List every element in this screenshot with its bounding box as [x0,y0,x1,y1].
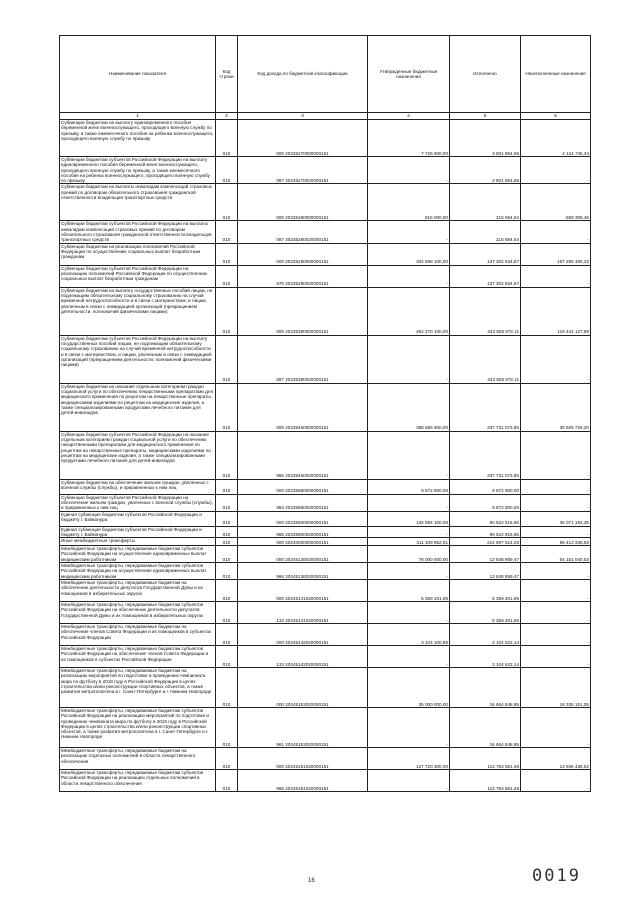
row-kbk-cell: 087 20235280020000151 [238,221,368,243]
row-done-cell: 215 694,54 [450,221,521,243]
row-name-cell: Иные межбюджетные трансферты [60,538,216,546]
row-undone-cell: - [521,707,591,747]
row-approved-cell: - [368,265,450,287]
row-approved-cell: 3 104 100,86 [368,623,450,645]
table-row [60,184,591,221]
row-undone-cell: 96 412 338,58 [521,538,591,546]
row-done-cell: 16 664 848,95 [450,667,521,707]
row-code-cell: 010 [216,546,238,563]
row-name-cell: Субвенции бюджетам на выплату единовременного пособия беременной жене военнослужащего, проходящего военную службу по призыву, а также ежемесячного пособия на ребенка военнослужащего, проходящего военную службу по призыву [60,120,216,157]
row-name-cell: Субвенции бюджетам субъектов Российской Федерации на выплату государственных пособий лицам, не подлежащим обязательному социальному страхованию на случай временной нетрудоспособности и в связи с материнством, и лицам, уволенным в связи с ликвидацией организаций (прекращением деятельности, полномочий физическими лицами) [60,335,216,383]
col-number: 4 [368,113,450,120]
row-kbk-cell: 000 20235900000000151 [238,511,368,526]
row-name-cell: Межбюджетные трансферты, передаваемые бюджетам субъектов Российской Федерации на осуществление единовременных выплат медицинским работникам [60,546,216,563]
row-kbk-cell: 966 20245161020000151 [238,769,368,791]
row-undone-cell: 4 124 745,34 [521,120,591,157]
row-name-cell: Межбюджетные трансферты, передаваемые бюджетам субъектов Российской Федерации на реализацию отдельных полномочий в области лекарственного обеспечения [60,769,216,791]
row-name-cell: Межбюджетные трансферты, передаваемые бюджетам субъектов Российской Федерации на обеспечение членов Совета Федерации и их помощников в субъектах Российской Федерации [60,645,216,667]
row-kbk-cell: 000 20235290000000151 [238,243,368,265]
row-kbk-cell: 000 20235460000000151 [238,383,368,431]
row-name-cell: Межбюджетные трансферты, передаваемые бюджетам субъектов Российской Федерации на осуществление единовременных выплат медицинским работникам [60,563,216,580]
row-done-cell: 3 601 854,66 [450,157,521,184]
row-undone-cell: - [521,431,591,479]
table-row [60,538,591,546]
row-approved-cell: 125 594 100,00 [368,511,450,526]
table-row [60,667,591,707]
row-kbk-cell: 000 20240000000000151 [238,538,368,546]
row-undone-cell: - [521,601,591,623]
row-done-cell: 113 783 861,48 [450,769,521,791]
row-undone-cell: 599 305,46 [521,184,591,221]
row-name-cell: Межбюджетные трансферты, передаваемые бюджетам на обеспечение деятельности депутатов Государственной Думы и их помощников в избирательных округах [60,579,216,601]
table-row [60,601,591,623]
row-approved-cell: 462 270 100,00 [368,287,450,335]
row-done-cell: 343 825 972,11 [450,335,521,383]
row-code-cell: 010 [216,667,238,707]
row-name-cell: Субвенции бюджетам субъектов Российской Федерации на обеспечение жильем граждан, уволенных с военной службы (службы), и приравненных к ним лиц [60,494,216,511]
row-approved-cell: 127 720 300,00 [368,747,450,769]
row-undone-cell: 64 151 040,53 [521,546,591,563]
row-name-cell: Субвенции бюджетам субъектов Российской Федерации на выплату единовременного пособия беременной жене военнослужащего, проходящего военную службу по призыву, а также ежемесячного пособия на ребенка военнослужащего, проходящего военную службу по призыву [60,157,216,184]
row-code-cell: 010 [216,769,238,791]
row-name-cell: Субвенции бюджетам субъектов Российской Федерации на выплаты инвалидам компенсаций страховых премий по договорам обязательного страхования гражданской ответственности владельцев транспортных средств [60,221,216,243]
row-approved-cell: - [368,157,450,184]
row-code-cell: 010 [216,265,238,287]
row-code-cell: 010 [216,494,238,511]
row-code-cell: 010 [216,645,238,667]
row-code-cell: 010 [216,243,238,265]
row-undone-cell: - [521,769,591,791]
budget-report-sheet [59,35,590,792]
table-row [60,287,591,335]
row-kbk-cell: 970 20235290020000151 [238,265,368,287]
row-undone-cell: - [521,579,591,601]
table-row [60,335,591,383]
row-approved-cell: 9 672 800,00 [368,479,450,494]
row-kbk-cell: 087 20235270020000151 [238,157,368,184]
row-done-cell: 137 302 634,67 [450,243,521,265]
row-approved-cell: 815 000,00 [368,184,450,221]
row-code-cell: 010 [216,538,238,546]
col-header-kbk: Код дохода по бюджетной классификации [238,36,368,113]
row-kbk-cell: 000 20235850000000151 [238,479,368,494]
row-code-cell: 010 [216,157,238,184]
col-header-undone: Неисполненные назначения [521,36,591,113]
row-approved-cell: - [368,601,450,623]
table-row [60,243,591,265]
row-kbk-cell: 000 20245161020000151 [238,747,368,769]
row-done-cell: 9 672 800,00 [450,494,521,511]
row-undone-cell: 13 936 438,52 [521,747,591,769]
page-number: 16 [308,878,315,884]
row-undone-cell: - [521,526,591,538]
row-kbk-cell: 000 20245141020000151 [238,579,368,601]
row-done-cell: 5 359 201,96 [450,579,521,601]
row-approved-cell: 7 726 600,00 [368,120,450,157]
col-header-code: Код строки [216,36,238,113]
row-code-cell: 010 [216,511,238,526]
row-done-cell: 90 522 916,65 [450,526,521,538]
table-row [60,747,591,769]
table-row [60,623,591,645]
row-undone-cell: - [521,645,591,667]
row-done-cell: 16 664 848,95 [450,707,521,747]
row-kbk-cell: 000 20235380000000151 [238,287,368,335]
row-approved-cell: 304 598 100,00 [368,243,450,265]
table-row [60,479,591,494]
row-approved-cell: 368 656 900,00 [368,383,450,431]
row-name-cell: Межбюджетные трансферты, передаваемые бюджетам субъектов Российской Федерации на реализацию мероприятий по подготовке и проведению чемпионата мира по футболу в 2018 году в Российской Федерации в целях строительства и/или реконструкции спортивных объектов, а также развития метрополитена в г. Санкт-Петербурге и г. Нижнем Новгороде [60,707,216,747]
table-row [60,431,591,479]
row-approved-cell: 78 000 000,00 [368,546,450,563]
row-code-cell: 010 [216,526,238,538]
row-code-cell: 010 [216,184,238,221]
row-kbk-cell: 000 20235270000000151 [238,120,368,157]
row-done-cell: 90 522 916,65 [450,511,521,526]
table-row [60,511,591,526]
row-kbk-cell: 966 20245136020000151 [238,563,368,580]
row-code-cell: 010 [216,221,238,243]
row-done-cell: 337 731 073,80 [450,383,521,431]
row-name-cell: Субвенции бюджетам на выплаты инвалидам компенсаций страховых премий по договорам обязательного страхования гражданской ответственности владельцев транспортных средств [60,184,216,221]
col-number: 1 [60,113,216,120]
table-row [60,221,591,243]
row-done-cell: 3 104 622,14 [450,645,521,667]
row-undone-cell: - [521,265,591,287]
row-undone-cell: 30 925 726,20 [521,383,591,431]
row-name-cell: Субвенции бюджетам субъектов Российской Федерации на оказание отдельным категориям граждан социальной услуги по обеспечению лекарственными препаратами для медицинского применения по рецептам на лекарственные препараты, медицинскими изделиями по рецептам на медицинские изделия, а также специализированными продуктами лечебного питания для детей-инвалидов [60,431,216,479]
table-row [60,563,591,580]
row-approved-cell: 35 000 000,00 [368,667,450,707]
header-row [60,36,591,113]
row-name-cell: Субвенции бюджетам на реализацию полномочий Российской Федерации по осуществлению социальных выплат безработным гражданам [60,243,216,265]
row-name-cell: Субвенции бюджетам субъектов Российской Федерации на реализацию полномочий Российской Федерации по осуществлению социальных выплат безработным гражданам [60,265,216,287]
row-code-cell: 010 [216,120,238,157]
row-done-cell: 3 601 854,66 [450,120,521,157]
table-row [60,526,591,538]
row-kbk-cell: 087 20235380020000151 [238,335,368,383]
row-undone-cell: - [521,479,591,494]
row-name-cell: Межбюджетные трансферты, передаваемые бюджетам на реализацию отдельных полномочий в области лекарственного обеспечения [60,747,216,769]
row-name-cell: Межбюджетные трансферты, передаваемые бюджетам на реализацию мероприятий по подготовке и проведению чемпионата мира по футболу в 2018 году в Российской Федерации в целях строительства и/или реконструкции спортивных объектов, а также развития метрополитена в г. Санкт-Петербурге и г. Нижнем Новгороде [60,667,216,707]
row-name-cell: Единая субвенция бюджетам субъектов Российской Федерации и бюджету г. Байконура [60,511,216,526]
col-header-approved: Утвержденные бюджетные назначения [368,36,450,113]
table-row [60,769,591,791]
row-approved-cell: - [368,221,450,243]
row-approved-cell: - [368,335,450,383]
row-kbk-cell: 961 20245153020000151 [238,707,368,747]
row-kbk-cell: 966 20235460020000151 [238,431,368,479]
row-approved-cell: 311 109 852,61 [368,538,450,546]
row-kbk-cell: 133 20245142020000151 [238,645,368,667]
row-name-cell: Субвенции бюджетам на оказание отдельным категориям граждан социальной услуги по обеспечению лекарственными препаратами для медицинского применения по рецептам на лекарственные препараты, медицинскими изделиями по рецептам на медицинские изделия, а также специализированными продуктами лечебного питания для детей-инвалидов [60,383,216,431]
row-name-cell: Межбюджетные трансферты, передаваемые бюджетам на обеспечение членов Совета Федерации и их помощников в субъектах Российской Федерации [60,623,216,645]
row-kbk-cell: 133 20245141020000151 [238,601,368,623]
row-undone-cell: 167 295 465,33 [521,243,591,265]
col-number: 6 [521,113,591,120]
table-row [60,546,591,563]
row-done-cell: 137 302 634,67 [450,265,521,287]
row-done-cell: 214 697 514,03 [450,538,521,546]
row-kbk-cell: 000 20245153020000151 [238,667,368,707]
row-approved-cell: - [368,563,450,580]
row-undone-cell: 35 071 183,35 [521,511,591,526]
col-header-done: Исполнено [450,36,521,113]
budget-execution-table [59,35,591,792]
table-row [60,645,591,667]
table-row [60,707,591,747]
row-done-cell: 215 694,54 [450,184,521,221]
row-done-cell: 337 731 073,80 [450,431,521,479]
col-header-name: Наименование показателя [60,36,216,113]
row-approved-cell: - [368,645,450,667]
col-number: 5 [450,113,521,120]
row-approved-cell: - [368,494,450,511]
row-code-cell: 010 [216,479,238,494]
sheet-stamp-number: 0019 [532,866,581,886]
col-number: 3 [238,113,368,120]
row-code-cell: 010 [216,383,238,431]
row-kbk-cell: 984 20235850020000151 [238,494,368,511]
row-done-cell: 13 848 959,47 [450,563,521,580]
table-row [60,157,591,184]
row-done-cell: 3 104 622,14 [450,623,521,645]
row-undone-cell: - [521,157,591,184]
table-body [60,120,591,792]
table-row [60,265,591,287]
row-undone-cell: - [521,221,591,243]
row-name-cell: Субвенции бюджетам на выплату государственных пособий лицам, не подлежащим обязательному социальному страхованию на случай временной нетрудоспособности и в связи с материнством, и лицам, уволенным в связи с ликвидацией организаций (прекращением деятельности, полномочий физическими лицами) [60,287,216,335]
row-name-cell: Единая субвенция бюджетам субъектов Российской Федерации и бюджету г. Байконура [60,526,216,538]
row-code-cell: 010 [216,431,238,479]
row-approved-cell: - [368,526,450,538]
table-row [60,120,591,157]
row-undone-cell: - [521,563,591,580]
row-undone-cell: - [521,494,591,511]
row-approved-cell: - [368,769,450,791]
table-row [60,383,591,431]
row-name-cell: Субвенции бюджетам на обеспечение жильем граждан, уволенных с военной службы (службы), и приравненных к ним лиц [60,479,216,494]
col-number: 2 [216,113,238,120]
row-done-cell: 113 783 861,48 [450,747,521,769]
row-code-cell: 010 [216,563,238,580]
column-number-row [60,113,591,120]
row-done-cell: 9 672 800,00 [450,479,521,494]
row-kbk-cell: 000 20245136020000151 [238,546,368,563]
row-code-cell: 010 [216,747,238,769]
row-name-cell: Межбюджетные трансферты, передаваемые бюджетам субъектов Российской Федерации на обеспечение деятельности депутатов Государственной Думы и их помощников в избирательных округах [60,601,216,623]
row-code-cell: 010 [216,579,238,601]
row-kbk-cell: 000 20245142020000151 [238,623,368,645]
row-kbk-cell: 000 20235280000000151 [238,184,368,221]
row-undone-cell: 18 335 151,05 [521,667,591,707]
row-undone-cell: - [521,335,591,383]
row-approved-cell: - [368,707,450,747]
row-code-cell: 010 [216,707,238,747]
row-code-cell: 010 [216,287,238,335]
row-approved-cell: - [368,431,450,479]
row-done-cell: 343 825 972,11 [450,287,521,335]
row-code-cell: 010 [216,601,238,623]
row-code-cell: 010 [216,623,238,645]
table-row [60,494,591,511]
row-done-cell: 5 359 201,96 [450,601,521,623]
row-approved-cell: 5 359 201,96 [368,579,450,601]
row-undone-cell: - [521,623,591,645]
row-undone-cell: 118 444 127,89 [521,287,591,335]
row-done-cell: 13 848 959,47 [450,546,521,563]
row-kbk-cell: 965 20235900020000151 [238,526,368,538]
table-row [60,579,591,601]
row-code-cell: 010 [216,335,238,383]
